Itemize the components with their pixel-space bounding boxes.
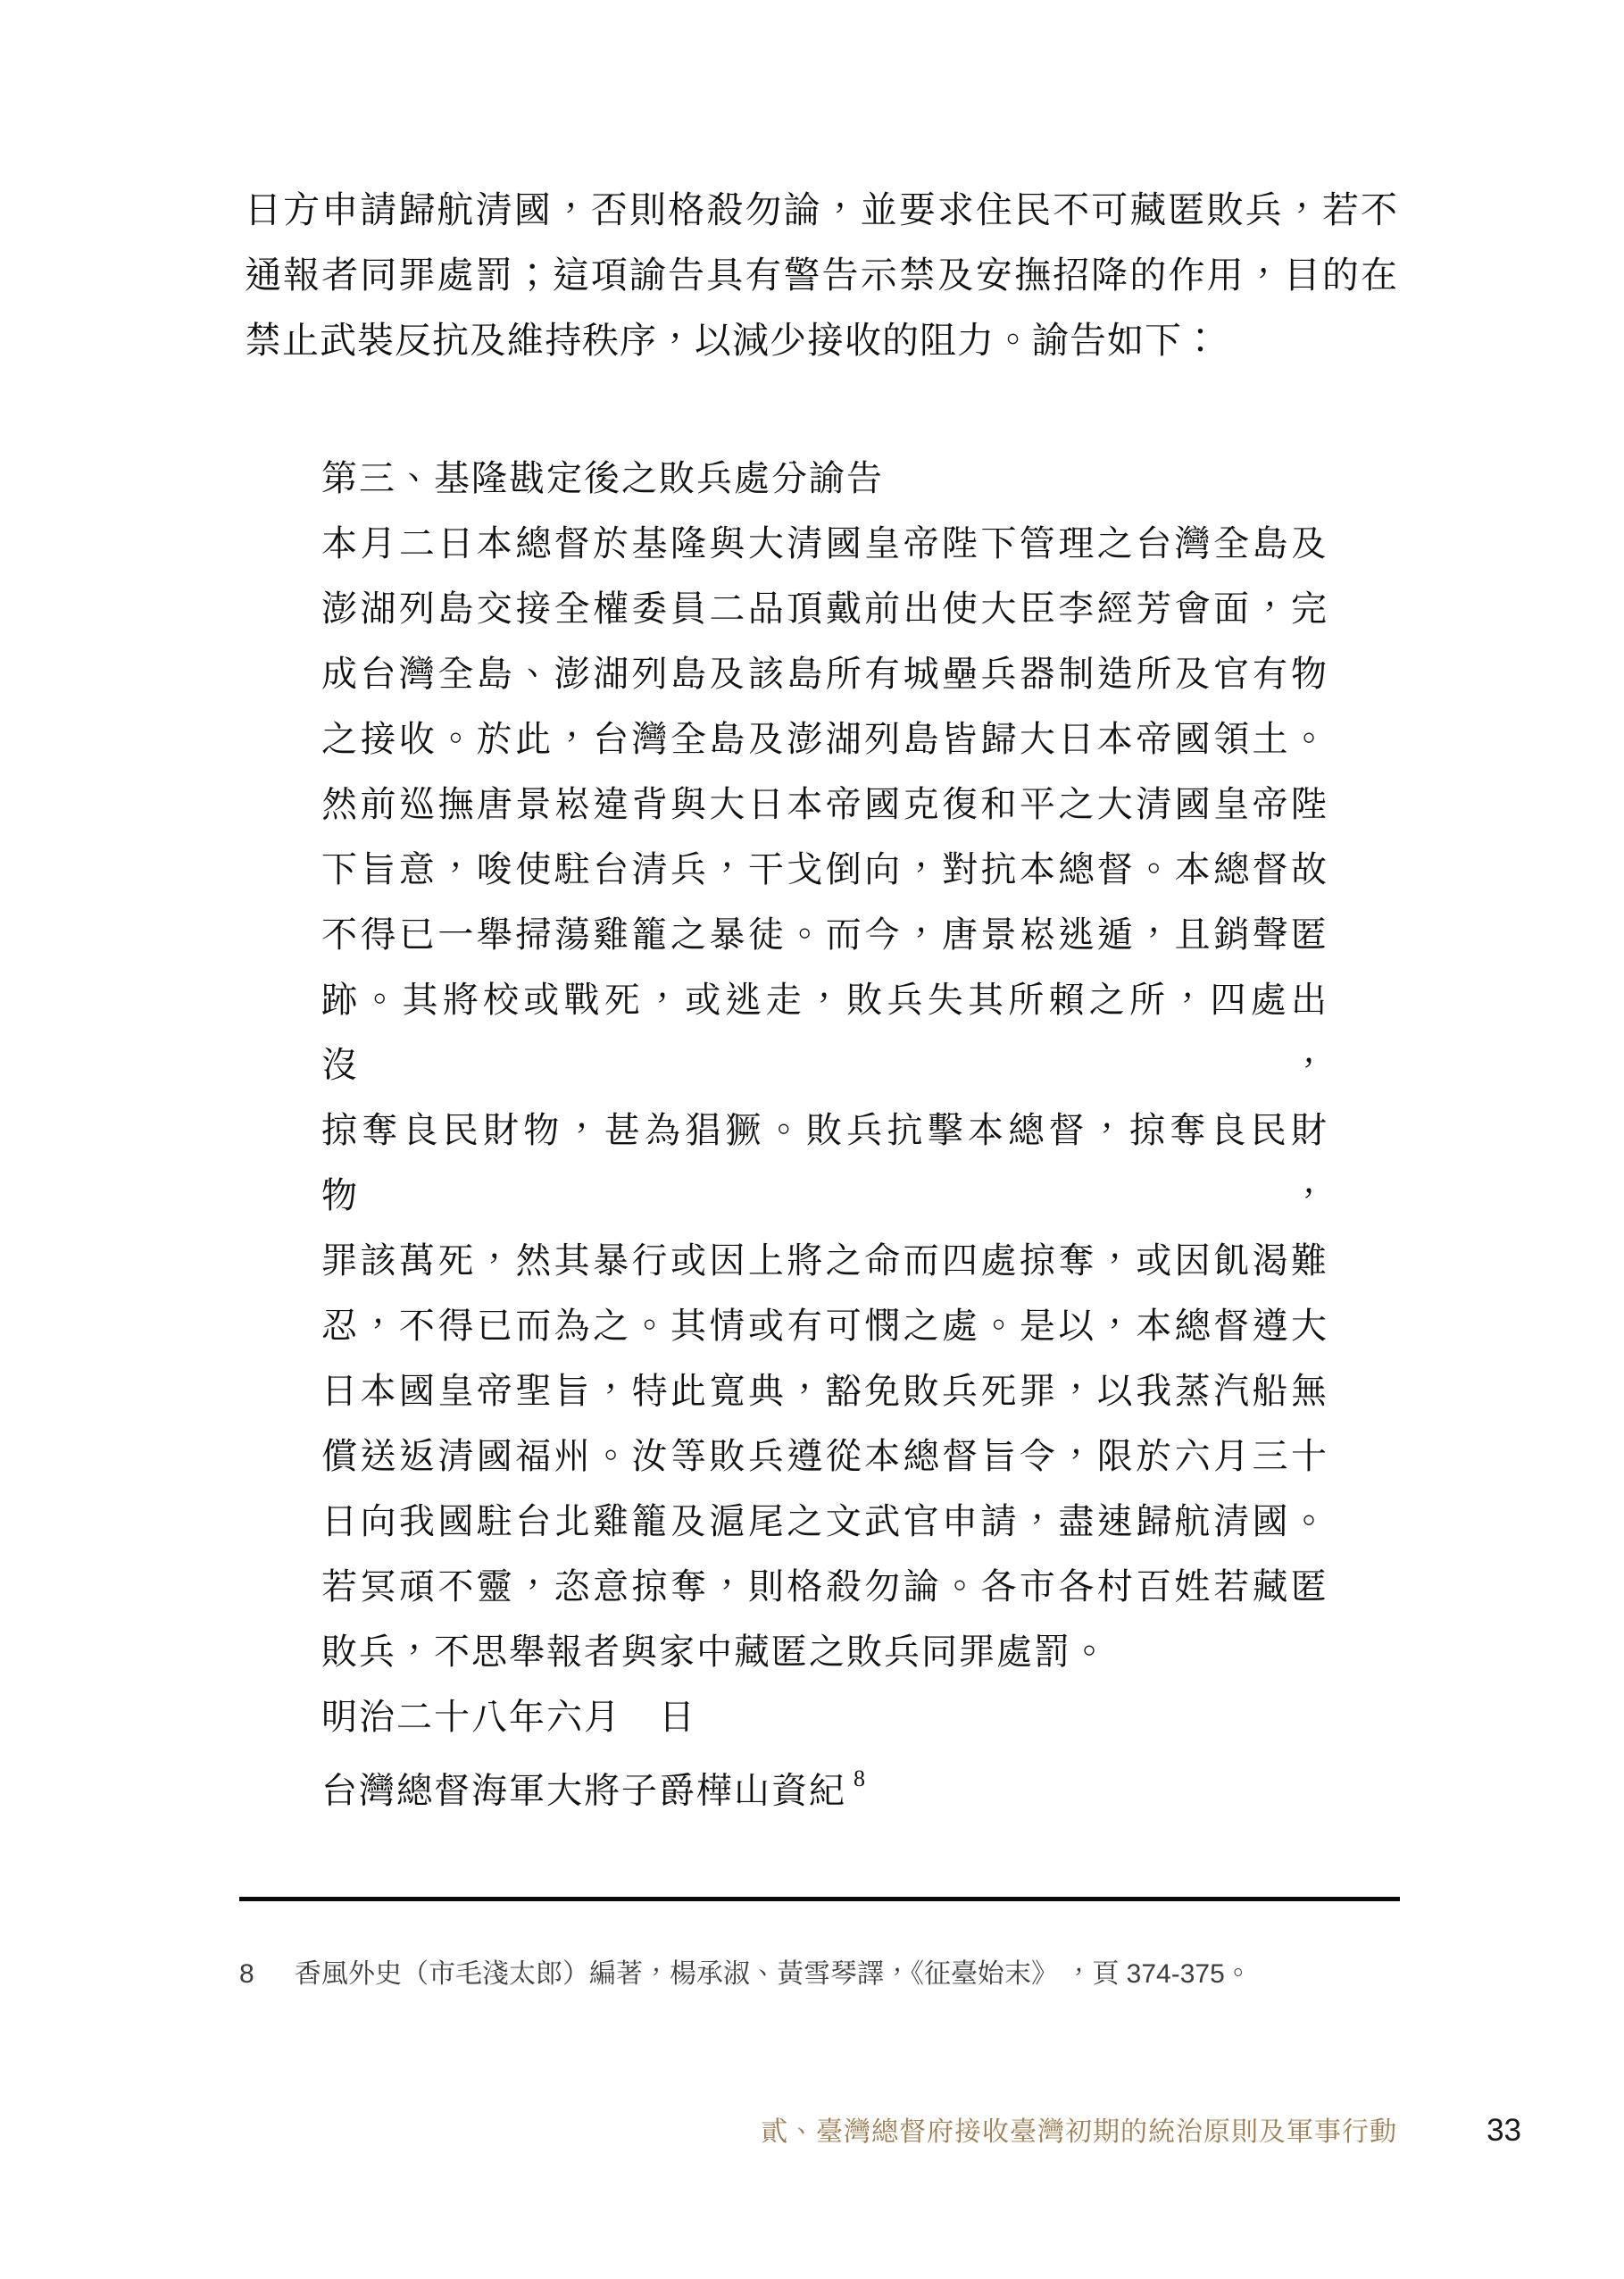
page-footer [239, 2109, 1521, 2149]
quote-line: 忍，不得已而為之。其情或有可憫之處。是以，本總督遵大 [321, 1306, 1328, 1346]
quote-line: 成台灣全島、澎湖列島及該島所有城壘兵器制造所及官有物 [321, 654, 1328, 694]
quote-date-line: 明治二十八年六月 日 [321, 1697, 696, 1737]
intro-line: 日方申請歸航清國，否則格殺勿論，並要求住民不可藏匿敗兵，若不 [245, 189, 1398, 230]
footnote-number: 8 [239, 1959, 254, 1989]
footnote-ref-8: 8 [854, 1766, 865, 1791]
signature-text: 台灣總督海軍大將子爵樺山資紀 [321, 1770, 846, 1811]
quote-line: 澎湖列島交接全權委員二品頂戴前出使大臣李經芳會面，完 [321, 589, 1328, 629]
quote-line: 本月二日本總督於基隆與大清國皇帝陛下管理之台灣全島及 [321, 523, 1328, 563]
quote-line: 日本國皇帝聖旨，特此寬典，豁免敗兵死罪，以我蒸汽船無 [321, 1371, 1328, 1411]
intro-line: 禁止武裝反抗及維持秩序，以減少接收的阻力。諭告如下： [245, 320, 1220, 361]
quote-line: 罪該萬死，然其暴行或因上將之命而四處掠奪，或因飢渴難 [321, 1240, 1328, 1281]
quote-line: 敗兵，不思舉報者與家中藏匿之敗兵同罪處罰。 [321, 1632, 1109, 1672]
quote-line: 償送返清國福州。汝等敗兵遵從本總督旨令，限於六月三十 [321, 1436, 1328, 1476]
quote-line: 不得已一舉掃蕩雞籠之暴徒。而今，唐景崧逃遁，且銷聲匿 [321, 914, 1328, 955]
quote-line: 日向我國駐台北雞籠及滬尾之文武官申請，盡速歸航清國。 [321, 1501, 1328, 1541]
quote-title: 第三、基隆戡定後之敗兵處分諭告 [321, 458, 884, 498]
intro-line: 通報者同罪處罰；這項諭告具有警告示禁及安撫招降的作用，目的在 [245, 255, 1398, 296]
quote-line: 然前巡撫唐景崧違背與大日本帝國克復和平之大清國皇帝陛 [321, 784, 1328, 824]
intro-paragraph [245, 178, 1398, 373]
page-number: 33 [1487, 2113, 1521, 2148]
footnote [239, 1958, 1418, 1991]
quote-line: 跡。其將校或戰死，或逃走，敗兵失其所賴之所，四處出沒， [321, 980, 1328, 1085]
quote-line: 掠奪良民財物，甚為猖獗。敗兵抗擊本總督，掠奪良民財物， [321, 1110, 1328, 1215]
quote-line: 下旨意，唆使駐台清兵，干戈倒向，對抗本總督。本總督故 [321, 849, 1328, 889]
footer-chapter-title: 貳、臺灣總督府接收臺灣初期的統治原則及軍事行動 [761, 2117, 1398, 2147]
quote-line: 若冥頑不靈，恣意掠奪，則格殺勿論。各市各村百姓若藏匿 [321, 1566, 1328, 1607]
footnote-divider [239, 1897, 1400, 1901]
quote-body [321, 511, 1328, 1684]
proclamation-quote [321, 446, 1328, 1823]
footnote-text: 香風外史（市毛淺太郎）編著，楊承淑、黃雪琴譯，《征臺始末》 ，頁 374-375。 [295, 1959, 1252, 1989]
quote-signature-line [321, 1749, 1328, 1823]
quote-line: 之接收。於此，台灣全島及澎湖列島皆歸大日本帝國領土。 [321, 719, 1328, 759]
